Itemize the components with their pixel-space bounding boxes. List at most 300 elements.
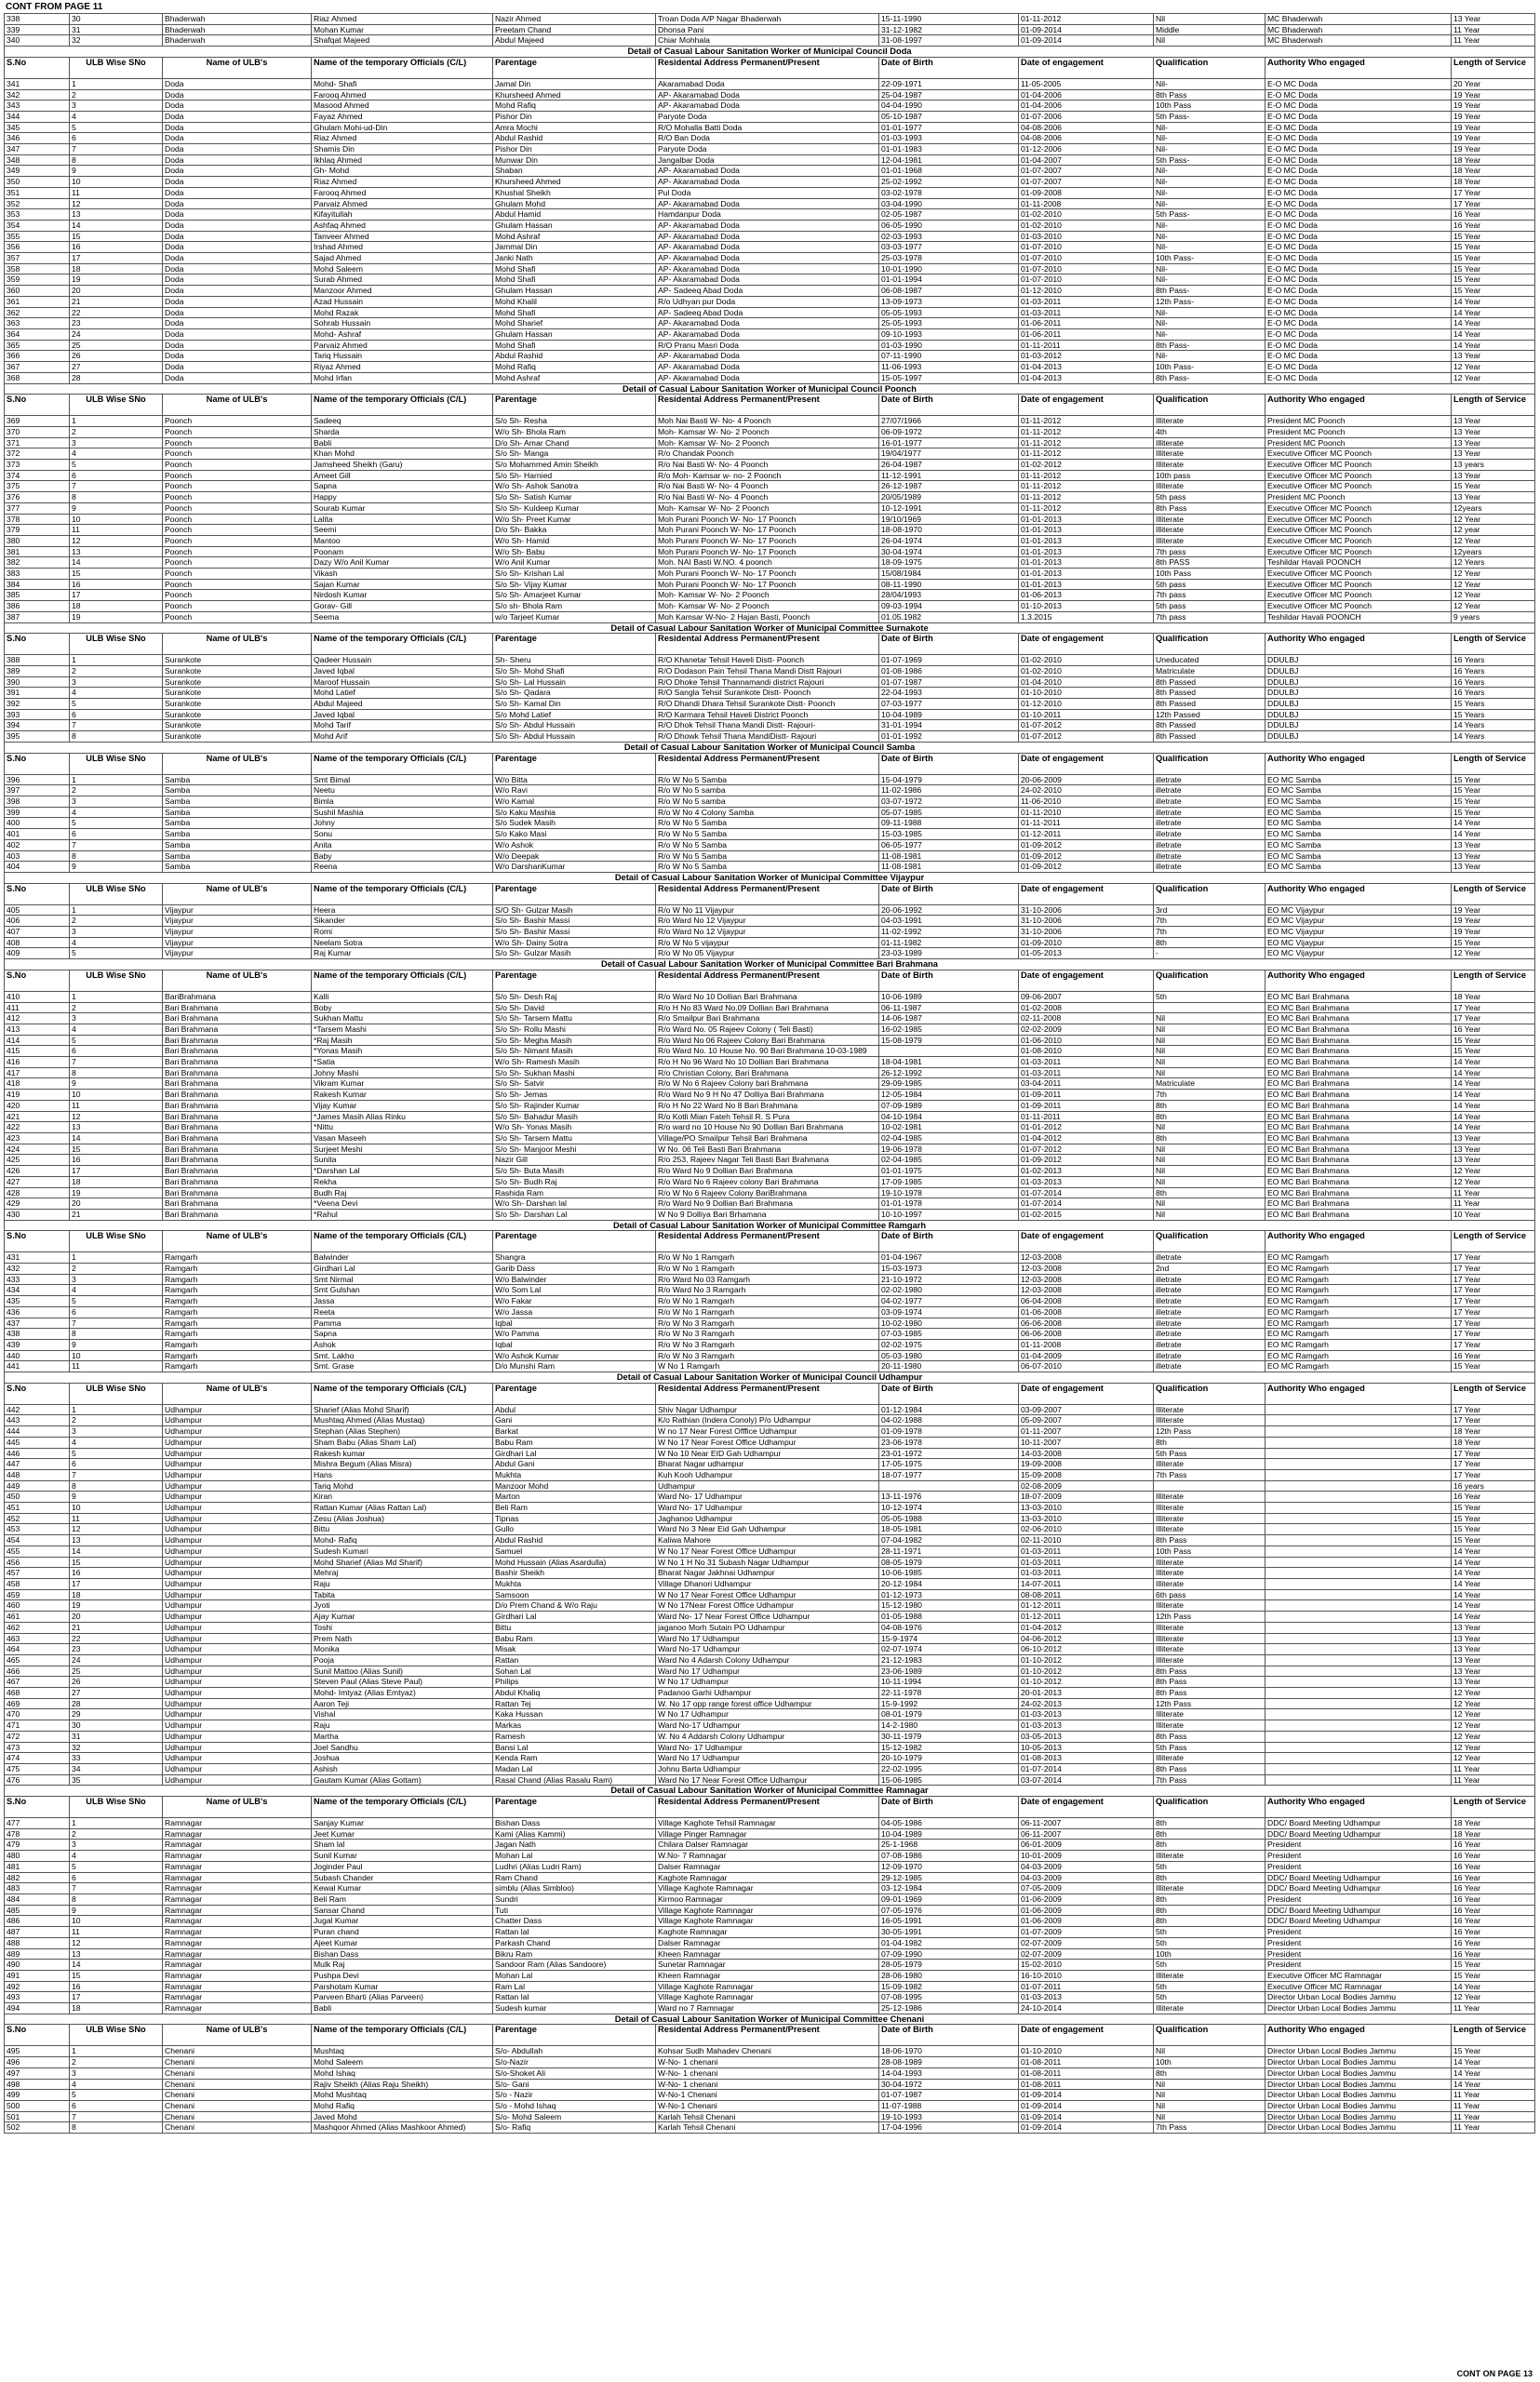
cell-ulb-serial: 2 [70, 89, 163, 100]
cell-date-of-engagement: 01-09-2014 [1019, 24, 1154, 35]
cell-ulb-serial: 10 [70, 1916, 163, 1927]
cell-date-of-birth: 01-08-1986 [879, 665, 1019, 676]
cell-length-of-service: 17 Year [1452, 1404, 1535, 1415]
cell-ulb-name: Udhampur [163, 1600, 312, 1612]
cell-date-of-engagement: 01-10-2012 [1019, 1677, 1154, 1688]
cell-parentage: Bishan Dass [493, 1818, 656, 1829]
header-parentage: Parentage [493, 883, 656, 904]
cell-qualification: Illiterate [1154, 1709, 1265, 1720]
cell-address: AP- Akaramabad Doda [656, 372, 879, 383]
cell-length-of-service: 14 Year [1452, 1100, 1535, 1111]
cell-serial-number: 351 [5, 187, 70, 198]
cell-official-name: Mohd- Shafi [312, 78, 493, 89]
cell-address: AP- Akaramabad Doda [656, 362, 879, 373]
cell-serial-number: 350 [5, 177, 70, 188]
table-row [5, 242, 1535, 253]
cell-ulb-name: Udhampur [163, 1535, 312, 1546]
cell-parentage: Barkat [493, 1426, 656, 1438]
table-row [5, 862, 1535, 873]
cell-ulb-name: Ramgarh [163, 1361, 312, 1372]
cell-parentage: S/o Kaku Mashia [493, 807, 656, 818]
header-serial-number: S.No [5, 753, 70, 774]
cell-serial-number: 437 [5, 1318, 70, 1329]
cell-date-of-birth: 11-02-1986 [879, 785, 1019, 796]
cell-date-of-engagement: 16-10-2010 [1019, 1970, 1154, 1981]
cell-ulb-name: Ramgarh [163, 1264, 312, 1275]
cell-authority: Director Urban Local Bodies Jammu [1265, 2003, 1452, 2014]
cell-date-of-engagement: 01-08-2010 [1019, 1046, 1154, 1057]
cell-serial-number: 467 [5, 1677, 70, 1688]
cell-date-of-birth: 14-06-1987 [879, 1013, 1019, 1024]
cell-serial-number: 412 [5, 1013, 70, 1024]
cell-ulb-serial: 2 [70, 785, 163, 796]
cell-date-of-birth: 18-08-1970 [879, 525, 1019, 536]
cell-serial-number: 473 [5, 1742, 70, 1753]
cell-ulb-serial: 17 [70, 1992, 163, 2003]
cell-qualification: 8th Pass [1154, 1677, 1265, 1688]
cell-qualification: Illiterate [1154, 1633, 1265, 1644]
cell-length-of-service: 17 Year [1452, 1296, 1535, 1307]
cell-date-of-engagement: 01-11-2012 [1019, 492, 1154, 503]
cell-ulb-name: Bhaderwah [163, 24, 312, 35]
cell-official-name: *Rahul [312, 1209, 493, 1220]
cell-authority [1265, 1742, 1452, 1753]
cell-qualification: illetrate [1154, 1339, 1265, 1350]
cell-address: R/o W No 5 Samba [656, 839, 879, 850]
cell-date-of-engagement: 01-09-2012 [1019, 850, 1154, 862]
cell-date-of-engagement: 04-03-2009 [1019, 1861, 1154, 1872]
cell-parentage: Gullo [493, 1524, 656, 1535]
cell-date-of-engagement: 19-09-2008 [1019, 1459, 1154, 1470]
cell-ulb-name: Udhampur [163, 1720, 312, 1732]
cell-qualification: 10th Pass- [1154, 253, 1265, 264]
cell-ulb-serial: 6 [70, 1459, 163, 1470]
cell-official-name: Joel Sandhu [312, 1742, 493, 1753]
cell-official-name: Johny Mashi [312, 1067, 493, 1078]
table-row [5, 1415, 1535, 1426]
cell-ulb-serial: 7 [70, 481, 163, 492]
cell-serial-number: 363 [5, 318, 70, 329]
cell-ulb-serial: 16 [70, 579, 163, 590]
cell-address: Dhonsa Pani [656, 24, 879, 35]
cell-parentage: S/o Sh- Jemas [493, 1090, 656, 1101]
header-official-name: Name of the temporary Officials (C/L) [312, 970, 493, 991]
cell-date-of-birth: 03-09-1974 [879, 1306, 1019, 1318]
cell-official-name: Jamsheed Sheikh (Garu) [312, 460, 493, 471]
cell-address: R/o Ward No 06 Rajeev Colony Bari Brahmana [656, 1035, 879, 1046]
header-ulb-serial: ULB Wise SNo [70, 753, 163, 774]
cell-authority: DDC/ Board Meeting Udhampur [1265, 1905, 1452, 1916]
cell-date-of-engagement: 01-11-2007 [1019, 1426, 1154, 1438]
cell-authority [1265, 1535, 1452, 1546]
cell-address: Ward No- 17 Near Forest Office Udhampur [656, 1612, 879, 1623]
cell-address: AP- Akaramabad Doda [656, 263, 879, 274]
table-row [5, 1600, 1535, 1612]
cell-ulb-serial: 5 [70, 1035, 163, 1046]
header-qualification: Qualification [1154, 634, 1265, 655]
cell-date-of-engagement: 01-03-2011 [1019, 296, 1154, 307]
cell-parentage: Kaka Hussan [493, 1709, 656, 1720]
cell-serial-number: 448 [5, 1469, 70, 1480]
cell-parentage: Khushal Sheikh [493, 187, 656, 198]
cell-official-name: Mashqoor Ahmed (Alias Mashkoor Ahmed) [312, 2122, 493, 2134]
cell-official-name: Girdhari Lal [312, 1264, 493, 1275]
cell-length-of-service: 16 Year [1452, 209, 1535, 221]
cell-authority [1265, 1524, 1452, 1535]
cell-ulb-name: Udhampur [163, 1448, 312, 1459]
cell-ulb-name: Doda [163, 307, 312, 318]
cell-parentage: Abdul Gani [493, 1459, 656, 1470]
cell-official-name: Smt Gulshan [312, 1285, 493, 1296]
cell-authority [1265, 1589, 1452, 1600]
cell-qualification: 8th [1154, 1187, 1265, 1198]
cell-date-of-engagement: 01-10-2012 [1019, 1666, 1154, 1677]
cell-parentage: Rattan lal [493, 1992, 656, 2003]
table-row [5, 948, 1535, 959]
cell-date-of-birth: 04-10-1984 [879, 1111, 1019, 1122]
table-row [5, 1252, 1535, 1264]
cell-parentage: S/o Sh- Tarsem Mattu [493, 1132, 656, 1144]
cell-date-of-birth: 12-04-1981 [879, 154, 1019, 166]
cell-authority: President MC Poonch [1265, 426, 1452, 437]
cell-length-of-service: 9 years [1452, 611, 1535, 622]
cell-date-of-engagement: 31-10-2006 [1019, 927, 1154, 938]
cell-length-of-service: 13 Year [1452, 426, 1535, 437]
cell-authority: DDULBJ [1265, 709, 1452, 720]
table-row [5, 1459, 1535, 1470]
header-official-name: Name of the temporary Officials (C/L) [312, 753, 493, 774]
cell-date-of-birth: 03-03-1977 [879, 242, 1019, 253]
cell-qualification: Illiterate [1154, 1600, 1265, 1612]
cell-qualification: Nil [1154, 2111, 1265, 2122]
cell-official-name: Sansar Chand [312, 1905, 493, 1916]
cell-ulb-name: Bari Brahmana [163, 1155, 312, 1166]
cell-serial-number: 431 [5, 1252, 70, 1264]
section-title-row [5, 872, 1535, 883]
table-row [5, 1937, 1535, 1948]
cell-date-of-engagement: 02-11-2010 [1019, 1535, 1154, 1546]
cell-date-of-birth: 10-11-1994 [879, 1677, 1019, 1688]
cell-official-name: Sunil Kumar [312, 1851, 493, 1862]
cell-qualification: 5th pass [1154, 601, 1265, 612]
cell-date-of-birth: 18-06-1970 [879, 2046, 1019, 2057]
cell-ulb-name: Bari Brahmana [163, 1144, 312, 1155]
cell-date-of-engagement: 01-02-2010 [1019, 665, 1154, 676]
cell-ulb-name: Udhampur [163, 1437, 312, 1448]
cell-authority: E-O MC Doda [1265, 166, 1452, 177]
cell-authority: EO MC Samba [1265, 774, 1452, 785]
cell-serial-number: 403 [5, 850, 70, 862]
cell-address: R/O Mohalla Batti Doda [656, 122, 879, 133]
cell-authority: E-O MC Doda [1265, 111, 1452, 122]
cell-date-of-engagement: 10-11-2007 [1019, 1437, 1154, 1448]
table-row [5, 1057, 1535, 1068]
cell-address: R/o Ward No 12 Vijaypur [656, 927, 879, 938]
cell-qualification: 5th [1154, 991, 1265, 1002]
cell-length-of-service: 15 Year [1452, 286, 1535, 297]
cell-authority: MC Bhaderwah [1265, 24, 1452, 35]
cell-ulb-name: Udhampur [163, 1404, 312, 1415]
cell-official-name: Shafqat Majeed [312, 35, 493, 47]
header-official-name: Name of the temporary Officials (C/L) [312, 2025, 493, 2046]
cell-ulb-name: Vijaypur [163, 937, 312, 948]
header-ulb-name: Name of ULB's [163, 634, 312, 655]
cell-date-of-engagement: 01-10-2012 [1019, 1654, 1154, 1666]
cell-address: Karlah Tehsil Chenani [656, 2122, 879, 2134]
cell-date-of-engagement: 01-07-2014 [1019, 1763, 1154, 1774]
cell-address: AP- Akaramabad Doda [656, 220, 879, 231]
cell-date-of-engagement: 01-11-2012 [1019, 470, 1154, 481]
cell-ulb-serial: 8 [70, 2122, 163, 2134]
cell-date-of-birth: 17-05-1975 [879, 1459, 1019, 1470]
cell-parentage: W/o Sh- Babu [493, 546, 656, 557]
cell-serial-number: 426 [5, 1166, 70, 1177]
header-authority: Authority Who engaged [1265, 634, 1452, 655]
cell-ulb-name: Doda [163, 89, 312, 100]
cell-length-of-service: 12 Year [1452, 1688, 1535, 1699]
cell-authority: Executive Officer MC Poonch [1265, 481, 1452, 492]
cell-serial-number: 500 [5, 2100, 70, 2111]
cell-date-of-birth: 15-11-1990 [879, 14, 1019, 25]
cell-parentage: Misak [493, 1644, 656, 1655]
cell-date-of-birth: 07-08-1986 [879, 1851, 1019, 1862]
cell-parentage: D/o Sh- Bakka [493, 525, 656, 536]
cell-ulb-serial: 19 [70, 274, 163, 286]
cell-date-of-engagement: 01-11-2008 [1019, 198, 1154, 209]
cell-date-of-birth: 31-01-1994 [879, 720, 1019, 731]
cell-date-of-birth: 15-12-1982 [879, 1742, 1019, 1753]
cell-length-of-service: 13 Year [1452, 1654, 1535, 1666]
cell-parentage: S/O Sh- Gulzar Masih [493, 904, 656, 916]
cell-ulb-serial: 27 [70, 1688, 163, 1699]
cell-length-of-service: 16 Years [1452, 665, 1535, 676]
cell-qualification: 5th [1154, 1861, 1265, 1872]
cell-official-name: Vishal [312, 1709, 493, 1720]
cell-qualification: Matriculate [1154, 665, 1265, 676]
cell-parentage: S/o Sh- Krishan Lal [493, 569, 656, 580]
cell-address: Jaghanoo Udhampur [656, 1513, 879, 1524]
cell-official-name: Sadeeq [312, 416, 493, 427]
table-row [5, 448, 1535, 460]
cell-address: R/o Christian Colony, Bari Brahmana [656, 1067, 879, 1078]
cell-serial-number: 432 [5, 1264, 70, 1275]
cell-authority: E-O MC Doda [1265, 78, 1452, 89]
cell-parentage: S/o-Nazir [493, 2057, 656, 2068]
cell-qualification: Nil [1154, 1209, 1265, 1220]
cell-ulb-serial: 9 [70, 166, 163, 177]
cell-serial-number: 411 [5, 1002, 70, 1013]
cell-date-of-birth: 26-12-1987 [879, 481, 1019, 492]
cell-date-of-engagement: 01-06-2009 [1019, 1916, 1154, 1927]
cell-parentage: S/o Sh- Kuldeep Kumar [493, 502, 656, 514]
cell-date-of-engagement: 01-04-2013 [1019, 372, 1154, 383]
cell-qualification: 8th Pass [1154, 502, 1265, 514]
cell-qualification: 8th [1154, 937, 1265, 948]
header-serial-number: S.No [5, 395, 70, 416]
table-row [5, 927, 1535, 938]
header-official-name: Name of the temporary Officials (C/L) [312, 395, 493, 416]
table-row [5, 133, 1535, 144]
cell-length-of-service: 13 Year [1452, 492, 1535, 503]
cell-address: R/o W No 11 Vijaypur [656, 904, 879, 916]
cell-authority: EO MC Samba [1265, 807, 1452, 818]
cell-ulb-name: Bari Brahmana [163, 1209, 312, 1220]
cell-date-of-engagement: 12-03-2008 [1019, 1285, 1154, 1296]
cell-ulb-serial: 6 [70, 829, 163, 840]
cell-serial-number: 471 [5, 1720, 70, 1732]
cell-qualification: 7th Pass [1154, 1469, 1265, 1480]
cell-length-of-service: 14 Year [1452, 1612, 1535, 1623]
cell-address: Padanoo Garhi Udhampur [656, 1688, 879, 1699]
cell-address: Moh Kamsar W-No- 2 Hajan Basti, Poonch [656, 611, 879, 622]
cell-official-name: Qadeer Hussain [312, 655, 493, 666]
cell-date-of-birth: 15-06-1985 [879, 1774, 1019, 1786]
cell-authority [1265, 1720, 1452, 1732]
cell-authority: E-O MC Doda [1265, 133, 1452, 144]
cell-date-of-engagement: 04-08-2006 [1019, 122, 1154, 133]
cell-authority: MC Bhaderwah [1265, 14, 1452, 25]
cell-authority: Executive Officer MC Ramnagar [1265, 1981, 1452, 1992]
cell-authority [1265, 1666, 1452, 1677]
cell-address: Moh Nai Basti W- No- 4 Poonch [656, 416, 879, 427]
cell-ulb-serial: 11 [70, 1927, 163, 1938]
cell-address: AP- Akaramabad Doda [656, 351, 879, 362]
cell-date-of-birth: 13-09-1973 [879, 296, 1019, 307]
cell-address: W No 17 Near Forest Office Udhampur [656, 1437, 879, 1448]
section-title: Detail of Casual Labour Sanitation Worker of Municipal Committee Chenani [5, 2014, 1535, 2025]
cell-official-name: Irshad Ahmed [312, 242, 493, 253]
table-row [5, 100, 1535, 112]
table-row [5, 774, 1535, 785]
cell-length-of-service: 13 years [1452, 460, 1535, 471]
cell-date-of-birth: 18-09-1975 [879, 557, 1019, 569]
cell-ulb-serial: 26 [70, 351, 163, 362]
cell-qualification: 8th [1154, 1100, 1265, 1111]
table-row [5, 937, 1535, 948]
cell-official-name: Rekha [312, 1176, 493, 1187]
cell-parentage: Ram Chand [493, 1872, 656, 1883]
cell-ulb-name: Bari Brahmana [163, 1100, 312, 1111]
header-address: Residental Address Permanent/Present [656, 395, 879, 416]
header-authority: Authority Who engaged [1265, 395, 1452, 416]
cell-serial-number: 493 [5, 1992, 70, 2003]
cell-qualification: 8th Pass- [1154, 340, 1265, 351]
cell-ulb-serial: 9 [70, 502, 163, 514]
cell-ulb-name: Vijaypur [163, 927, 312, 938]
cell-official-name: Mushtaq Ahmed (Alias Mustaq) [312, 1415, 493, 1426]
cell-ulb-name: Doda [163, 318, 312, 329]
cell-qualification: Illiterate [1154, 1557, 1265, 1568]
cell-parentage: S/o Sh- Lal Hussain [493, 676, 656, 688]
cell-parentage: Abdul Rashid [493, 133, 656, 144]
table-row [5, 1513, 1535, 1524]
cell-official-name: Parveen Bharti (Alias Parveen) [312, 1992, 493, 2003]
cell-ulb-serial: 3 [70, 676, 163, 688]
cell-date-of-birth: 20/05/1989 [879, 492, 1019, 503]
cell-serial-number: 388 [5, 655, 70, 666]
cell-date-of-birth: 28-05-1979 [879, 1960, 1019, 1971]
cell-ulb-serial: 19 [70, 1600, 163, 1612]
cell-address: W-No- 1 chenani [656, 2057, 879, 2068]
cell-parentage: Chatter Dass [493, 1916, 656, 1927]
cell-serial-number: 400 [5, 818, 70, 829]
cell-date-of-birth: 01-01-1978 [879, 1198, 1019, 1210]
cell-parentage: Bikru Ram [493, 1948, 656, 1960]
cell-authority: EO MC Samba [1265, 839, 1452, 850]
cell-qualification: Illiterate [1154, 1622, 1265, 1633]
cell-date-of-birth: 06-11-1987 [879, 1002, 1019, 1013]
cell-official-name: Neetu [312, 785, 493, 796]
cell-ulb-serial: 18 [70, 1589, 163, 1600]
cell-address: Kaghote Ramnagar [656, 1872, 879, 1883]
header-date-of-engagement: Date of engagement [1019, 57, 1154, 78]
cell-authority: Director Urban Local Bodies Jammu [1265, 2090, 1452, 2101]
cell-ulb-serial: 30 [70, 1720, 163, 1732]
table-row [5, 187, 1535, 198]
cell-serial-number: 349 [5, 166, 70, 177]
cell-official-name: Ashish [312, 1763, 493, 1774]
cell-qualification: Nil- [1154, 274, 1265, 286]
cell-serial-number: 371 [5, 437, 70, 448]
cell-address: K/o Rathian (Indera Conoly) P/o Udhampur [656, 1415, 879, 1426]
cell-parentage: S/o Kako Masi [493, 829, 656, 840]
cell-ulb-name: Doda [163, 263, 312, 274]
cell-authority [1265, 1404, 1452, 1415]
cell-ulb-serial: 2 [70, 1002, 163, 1013]
cell-length-of-service: 15 Year [1452, 253, 1535, 264]
cell-ulb-serial: 7 [70, 720, 163, 731]
table-row [5, 111, 1535, 122]
cell-authority [1265, 1600, 1452, 1612]
cell-ulb-serial: 8 [70, 154, 163, 166]
cell-qualification: Illiterate [1154, 1720, 1265, 1732]
cell-date-of-engagement: 01-07-2014 [1019, 1198, 1154, 1210]
cell-parentage: W/o Ravi [493, 785, 656, 796]
cell-date-of-birth: 08-05-1979 [879, 1557, 1019, 1568]
cell-authority [1265, 1677, 1452, 1688]
table-row [5, 416, 1535, 427]
cell-address: Moh Purani Poonch W- No- 17 Poonch [656, 569, 879, 580]
cell-official-name: Tanveer Ahmed [312, 231, 493, 242]
cell-ulb-serial: 9 [70, 1905, 163, 1916]
cell-official-name: Anita [312, 839, 493, 850]
cell-address: R/o H No 83 Ward No.09 Dollian Bari Brahmana [656, 1002, 879, 1013]
cell-qualification: 7th [1154, 1090, 1265, 1101]
cell-ulb-name: Chenani [163, 2057, 312, 2068]
cell-address: W No. 06 Teli Basti Bari Brahmana [656, 1144, 879, 1155]
cell-address: W no 17 Near Forest Offfice Udhampur [656, 1426, 879, 1438]
cell-serial-number: 387 [5, 611, 70, 622]
cell-length-of-service: 17 Year [1452, 187, 1535, 198]
cell-date-of-birth: 09-10-1993 [879, 328, 1019, 340]
cell-serial-number: 428 [5, 1187, 70, 1198]
cell-qualification: Nil [1154, 2100, 1265, 2111]
cell-date-of-engagement: 01-09-2011 [1019, 1090, 1154, 1101]
cell-length-of-service: 17 Year [1452, 1318, 1535, 1329]
cell-date-of-birth: 11-06-1993 [879, 362, 1019, 373]
cell-official-name: Mohd Rafiq [312, 2100, 493, 2111]
cell-date-of-engagement: 01-12-2006 [1019, 144, 1154, 155]
cell-date-of-engagement: 12-03-2008 [1019, 1264, 1154, 1275]
cell-address: Kuh Kooh Udhampur [656, 1469, 879, 1480]
cell-parentage: W/o Sh- Bhola Ram [493, 426, 656, 437]
cell-date-of-engagement: 01-07-2007 [1019, 177, 1154, 188]
cell-authority [1265, 1753, 1452, 1764]
cell-serial-number: 459 [5, 1589, 70, 1600]
cell-parentage: Samuel [493, 1546, 656, 1557]
cell-length-of-service: 11 Year [1452, 1198, 1535, 1210]
cell-length-of-service: 14 Year [1452, 340, 1535, 351]
